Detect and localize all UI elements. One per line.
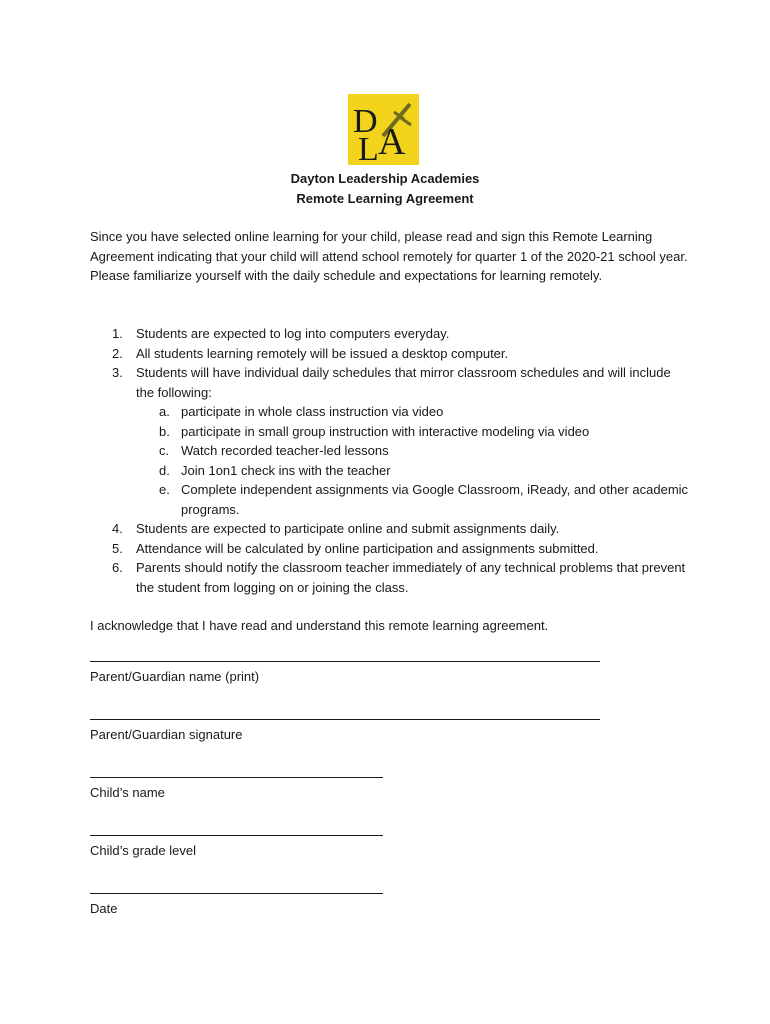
list-item-text: Students will have individual daily schedules that mirror classroom schedules and will include the following: bbox=[136, 365, 671, 400]
acknowledgement-statement: I acknowledge that I have read and understand this remote learning agreement. bbox=[90, 618, 549, 633]
sub-list-item bbox=[136, 402, 690, 422]
list-number: 4. bbox=[112, 521, 123, 536]
list-item bbox=[90, 539, 690, 559]
field-label: Parent/Guardian signature bbox=[90, 727, 243, 742]
parent-signature-field[interactable] bbox=[90, 718, 600, 745]
sub-list-text: Complete independent assignments via Google Classroom, iReady, and other academic programs. bbox=[181, 482, 689, 517]
signature-line[interactable] bbox=[90, 718, 600, 720]
expectations-list bbox=[90, 324, 690, 597]
svg-text:D: D bbox=[353, 103, 378, 140]
list-item-text: Parents should notify the classroom teacher immediately of any technical problems that prevent the student from logging on or joining the class. bbox=[136, 560, 686, 595]
list-number: 1. bbox=[112, 326, 123, 341]
sub-list-item bbox=[136, 441, 690, 461]
document-header bbox=[0, 169, 770, 209]
list-item-text: Students are expected to participate online and submit assignments daily. bbox=[136, 521, 560, 536]
intro-paragraph: Since you have selected online learning for your child, please read and sign this Remote Learning Agreement indicating that your child will attend school remotely for quarter 1 of the 2020-21 school year. Please familiarize yourself with the daily schedule and expectations for learning remotely. bbox=[90, 229, 688, 283]
sub-list-text: Join 1on1 check ins with the teacher bbox=[181, 462, 391, 478]
field-label: Child’s grade level bbox=[90, 843, 196, 858]
signature-line[interactable] bbox=[90, 892, 383, 894]
field-label: Child’s name bbox=[90, 785, 165, 800]
list-item bbox=[90, 324, 690, 344]
list-number: 5. bbox=[112, 540, 123, 556]
signature-line[interactable] bbox=[90, 834, 383, 836]
sub-list-item bbox=[136, 422, 690, 442]
sub-list-item bbox=[136, 480, 690, 519]
school-logo bbox=[348, 94, 419, 165]
list-number: 2. bbox=[112, 345, 123, 361]
list-item-text: Students are expected to log into computers everyday. bbox=[136, 326, 450, 341]
list-item bbox=[90, 519, 690, 539]
list-item bbox=[90, 344, 690, 364]
svg-text:A: A bbox=[378, 121, 406, 163]
field-label: Date bbox=[90, 901, 118, 916]
org-name: Dayton Leadership Academies bbox=[290, 171, 480, 186]
sub-list-text: participate in small group instruction with interactive modeling via video bbox=[181, 423, 590, 439]
sub-list-letter: e. bbox=[159, 482, 170, 497]
date-field[interactable] bbox=[90, 892, 383, 919]
sub-list-letter: b. bbox=[159, 423, 170, 439]
child-name-field[interactable] bbox=[90, 776, 383, 803]
sub-list-item bbox=[136, 461, 690, 481]
sub-list-text: Watch recorded teacher-led lessons bbox=[181, 443, 389, 458]
list-number: 3. bbox=[112, 365, 123, 380]
sub-list-letter: d. bbox=[159, 462, 170, 478]
list-item-text: All students learning remotely will be issued a desktop computer. bbox=[136, 345, 509, 361]
signature-line[interactable] bbox=[90, 660, 600, 662]
list-number: 6. bbox=[112, 560, 123, 575]
svg-text:L: L bbox=[358, 131, 379, 165]
sub-list-letter: c. bbox=[159, 443, 170, 458]
signature-line[interactable] bbox=[90, 776, 383, 778]
list-item bbox=[90, 558, 690, 597]
document-title: Remote Learning Agreement bbox=[296, 191, 474, 206]
list-item-text: Attendance will be calculated by online participation and assignments submitted. bbox=[136, 540, 599, 556]
child-grade-field[interactable] bbox=[90, 834, 383, 861]
parent-name-field[interactable] bbox=[90, 660, 600, 687]
sub-list-text: participate in whole class instruction via video bbox=[181, 404, 444, 419]
list-item bbox=[90, 363, 690, 519]
sub-list-letter: a. bbox=[159, 404, 170, 419]
field-label: Parent/Guardian name (print) bbox=[90, 669, 260, 684]
